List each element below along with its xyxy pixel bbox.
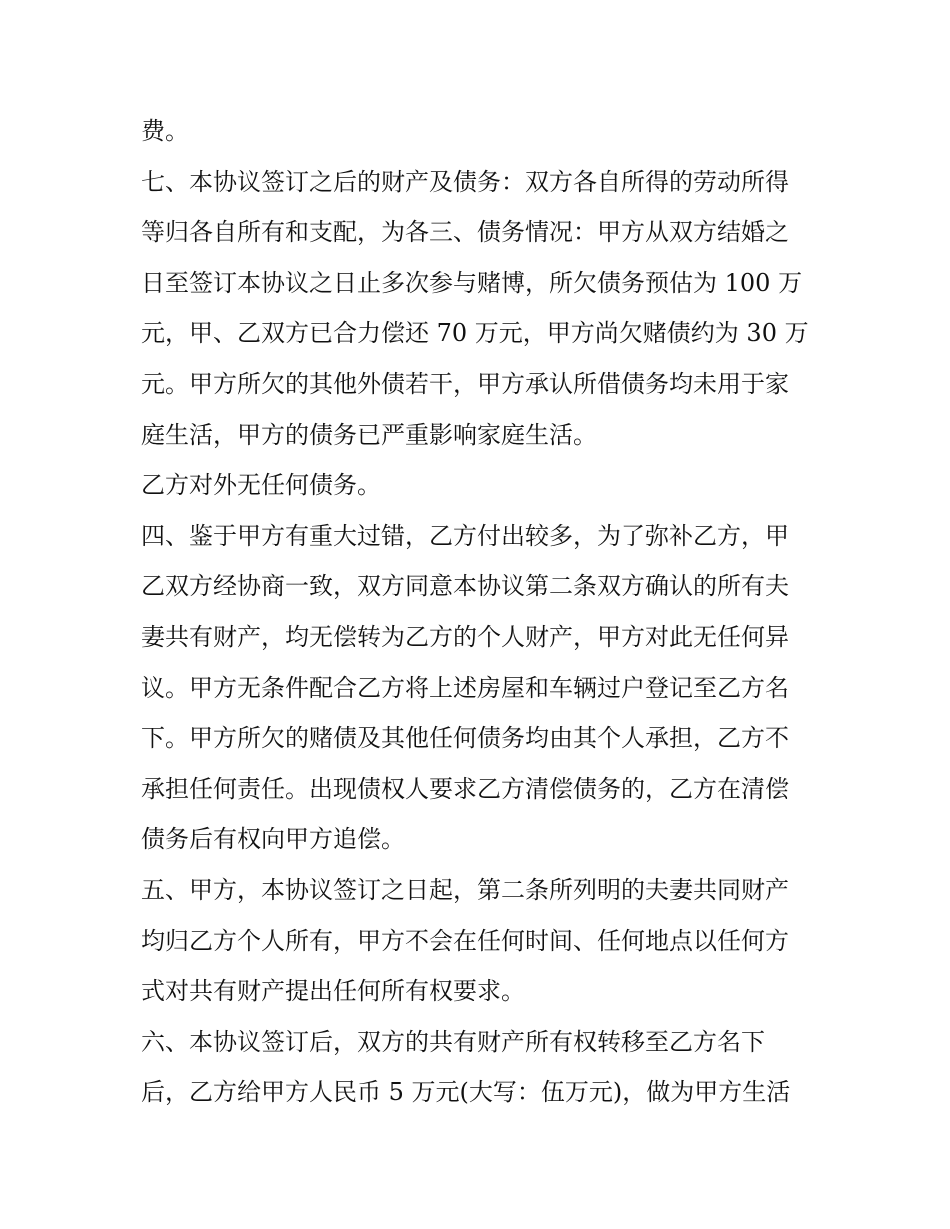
text-line: 五、甲方，本协议签订之日起，第二条所列明的夫妻共同财产 xyxy=(141,875,789,904)
text-line: 议。甲方无条件配合乙方将上述房屋和车辆过户登记至乙方名 xyxy=(141,673,789,702)
text-line: 承担任何责任。出现债权人要求乙方清偿债务的，乙方在清偿 xyxy=(141,774,789,803)
text-line: 后，乙方给甲方人民币 5 万元(大写：伍万元)，做为甲方生活 xyxy=(141,1078,791,1107)
text-line: 七、本协议签订之后的财产及债务：双方各自所得的劳动所得 xyxy=(141,167,789,196)
text-line: 四、鉴于甲方有重大过错，乙方付出较多，为了弥补乙方，甲 xyxy=(141,521,789,550)
text-line: 元。甲方所欠的其他外债若干，甲方承认所借债务均未用于家 xyxy=(141,369,789,398)
text-line: 六、本协议签订后，双方的共有财产所有权转移至乙方名下 xyxy=(141,1027,765,1056)
text-line: 下。甲方所欠的赌债及其他任何债务均由其个人承担，乙方不 xyxy=(141,724,789,753)
text-line: 乙方对外无任何债务。 xyxy=(141,471,381,500)
text-line: 乙双方经协商一致，双方同意本协议第二条双方确认的所有夫 xyxy=(141,572,789,601)
document-body xyxy=(141,106,821,1118)
text-line: 费。 xyxy=(141,117,189,145)
text-line: 元，甲、乙双方已合力偿还 70 万元，甲方尚欠赌债约为 30 万 xyxy=(141,319,809,348)
text-line: 均归乙方个人所有，甲方不会在任何时间、任何地点以任何方 xyxy=(141,926,789,955)
text-line: 妻共有财产，均无偿转为乙方的个人财产，甲方对此无任何异 xyxy=(141,622,789,651)
text-line: 等归各自所有和支配，为各三、债务情况：甲方从双方结婚之 xyxy=(141,218,789,247)
text-line: 债务后有权向甲方追偿。 xyxy=(141,825,405,854)
text-line: 日至签订本协议之日止多次参与赌博，所欠债务预估为 100 万 xyxy=(141,268,803,297)
text-line: 式对共有财产提出任何所有权要求。 xyxy=(141,977,525,1006)
text-line: 庭生活，甲方的债务已严重影响家庭生活。 xyxy=(141,420,597,449)
